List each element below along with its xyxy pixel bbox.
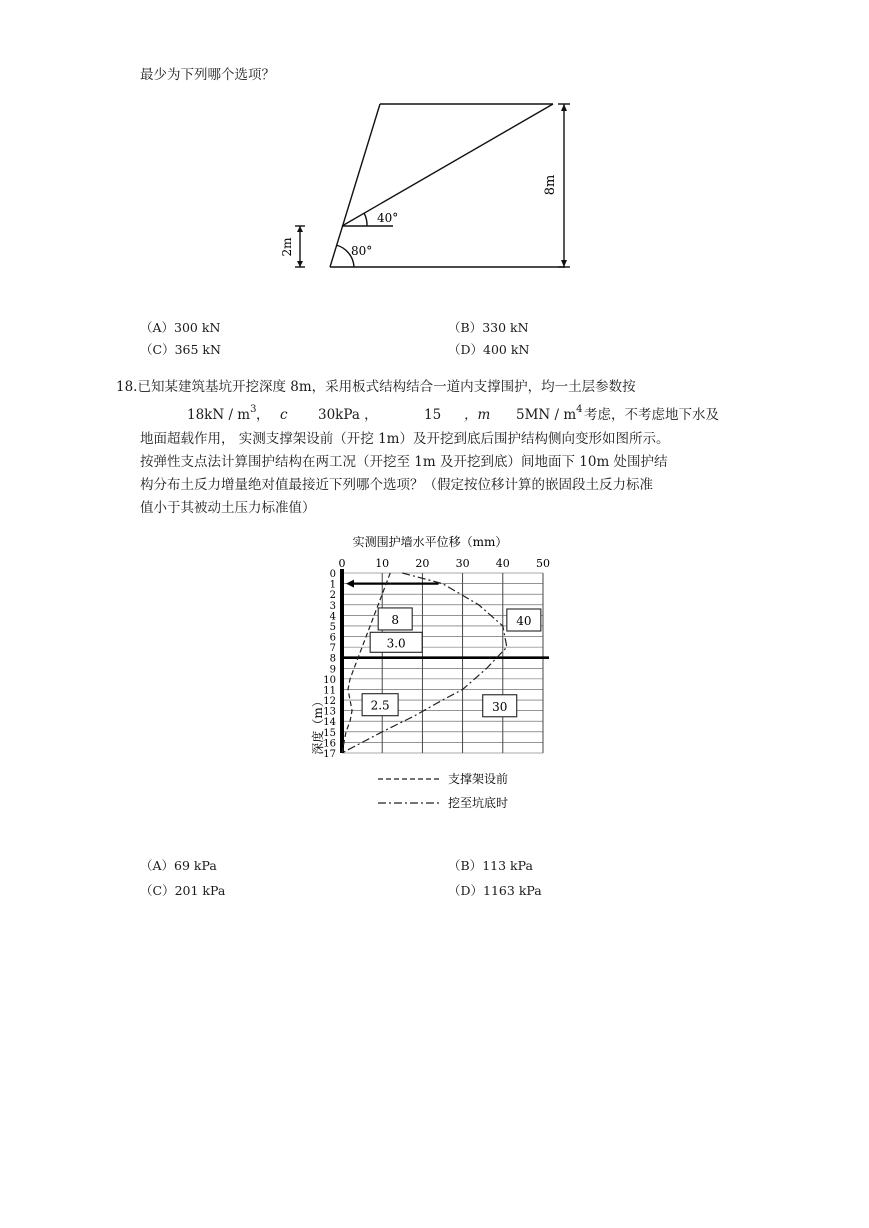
q18-line-6: 值小于其被动土压力标准值） [140, 500, 316, 516]
q18-line-1: 18.已知某建筑基坑开挖深度 8m，采用板式结构结合一道内支撑围护，均一土层参数按 [116, 379, 636, 395]
y-tick-label-17: 17 [323, 749, 336, 760]
q17-lower-label: 2m [280, 237, 294, 257]
q18-line-5: 构分布土反力增量绝对值最接近下列哪个选项？（假定按位移计算的嵌固段土反力标准 [140, 477, 653, 493]
q18-option-a[interactable]: （A）69 kPa [140, 858, 217, 873]
y-tick-label-11: 11 [323, 685, 336, 697]
legend-label-1: 支撑架设前 [448, 772, 509, 786]
q17-option-b[interactable]: （B）330 kN [448, 320, 529, 335]
legend-label-2: 挖至坑底时 [448, 796, 509, 810]
q18-params-c-symbol: c [280, 407, 288, 423]
q17-diagonal-line [342, 104, 553, 226]
q17-option-a[interactable]: （A）300 kN [140, 320, 221, 335]
callout-label-2: 3.0 [386, 636, 406, 651]
q18-displacement-chart [300, 525, 580, 825]
y-tick-label-8: 8 [329, 653, 336, 665]
q18-line-4: 按弹性支点法计算围护结构在两工况（开挖至 1m 及开挖到底）间地面下 10m 处围护结 [140, 454, 668, 470]
chart-x-ticks [339, 557, 551, 570]
x-tick-label-4: 40 [495, 557, 510, 570]
q17-angle-upper-arc [364, 213, 367, 226]
q17-option-d[interactable]: （D）400 kN [448, 342, 530, 357]
q18-params-m-symbol: ，m [464, 407, 491, 423]
q17-trapezoid-figure [270, 95, 590, 280]
q18-option-d[interactable]: （D）1163 kPa [448, 883, 542, 898]
y-tick-label-0: 0 [329, 569, 336, 580]
y-tick-label-7: 7 [329, 643, 336, 655]
q18-line-3: 地面超载作用， 实测支撑架设前（开挖 1m）及开挖到底后围护结构侧向变形如图所示。 [140, 431, 670, 447]
q17-height-label: 8m [543, 174, 558, 196]
y-tick-label-13: 13 [323, 706, 336, 718]
q17-option-c[interactable]: （C）365 kN [140, 342, 221, 357]
series-line-2 [342, 573, 507, 753]
q18-option-c[interactable]: （C）201 kPa [140, 883, 226, 898]
q17-angle-upper-label: 40° [377, 211, 399, 225]
y-tick-label-4: 4 [329, 611, 336, 623]
y-tick-label-10: 10 [323, 674, 336, 686]
callout-label-4: 2.5 [370, 698, 390, 713]
x-tick-label-5: 50 [536, 557, 550, 570]
x-tick-label-0: 0 [338, 557, 346, 570]
y-tick-label-12: 12 [323, 696, 336, 708]
q17-angle-lower-label: 80° [351, 244, 373, 258]
q18-params-tail: 考虑，不考虑地下水及 [584, 407, 719, 423]
chart-callouts [362, 608, 541, 717]
chart-grid [342, 569, 549, 753]
x-tick-label-2: 20 [415, 557, 430, 570]
chart-ylabel: 深度（m） [311, 695, 325, 755]
y-tick-label-5: 5 [329, 621, 336, 633]
q18-params-gamma: $18kN / m^3$ [187, 404, 257, 423]
y-tick-label-6: 6 [329, 632, 336, 644]
y-tick-label-3: 3 [329, 600, 336, 612]
q18-params-comma: ， [256, 407, 270, 423]
y-tick-label-15: 15 [323, 727, 336, 739]
q17-left-slope [330, 104, 380, 267]
q18-params-phi-value: 15 [424, 407, 442, 423]
callout-label-3: 40 [516, 614, 532, 628]
chart-title: 实测围护墙水平位移（mm） [352, 535, 508, 549]
x-tick-label-1: 10 [375, 557, 390, 570]
q18-number: 18. [116, 379, 138, 395]
q18-params-m-value: $5MN / m^4$ [516, 404, 583, 423]
q17-question-tail: 最少为下列哪个选项？ [140, 67, 275, 83]
series-line-1 [342, 573, 390, 753]
callout-label-5: 30 [492, 699, 508, 714]
y-tick-label-1: 1 [329, 579, 336, 591]
q18-option-b[interactable]: （B）113 kPa [448, 858, 533, 873]
y-tick-label-9: 9 [329, 664, 336, 676]
callout-label-1: 8 [391, 612, 400, 627]
y-tick-label-14: 14 [323, 717, 336, 729]
chart-y-ticks [323, 569, 336, 760]
y-tick-label-2: 2 [329, 590, 336, 602]
q18-params-c-value: 30kPa ， [318, 407, 378, 423]
chart-series [342, 573, 507, 753]
x-tick-label-3: 30 [455, 557, 470, 570]
y-tick-label-16: 16 [323, 738, 336, 750]
